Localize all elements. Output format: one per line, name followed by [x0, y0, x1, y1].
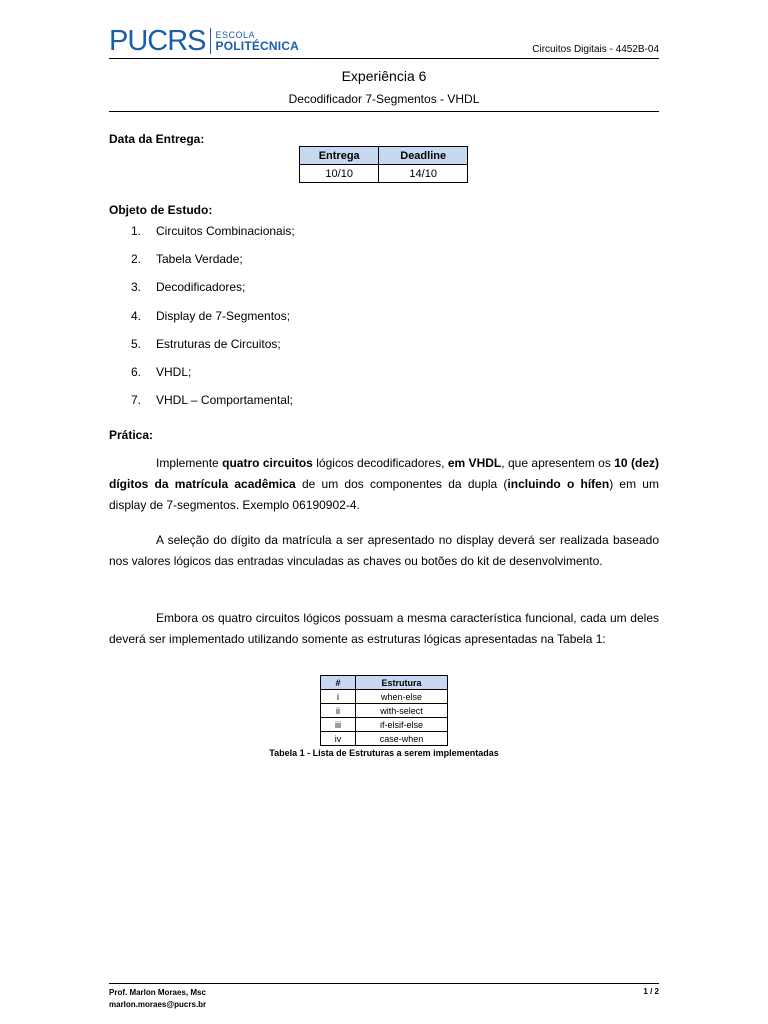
- delivery-value-deadline: 14/10: [379, 165, 468, 183]
- table-cell: if-elsif-else: [356, 718, 448, 732]
- paragraph-1: [109, 453, 659, 516]
- table-cell: with-select: [356, 704, 448, 718]
- pratica-label: Prática:: [109, 428, 154, 442]
- paragraph-2: [109, 530, 659, 572]
- list-item: [131, 393, 295, 421]
- p1-text-c: lógicos decodificadores,: [312, 456, 448, 470]
- p1-bold-f: 10 (dez) dígitos da matrícula acadêmica: [109, 456, 659, 491]
- p1-text-e: , que apresentem os: [501, 456, 615, 470]
- delivery-table: [299, 146, 468, 183]
- list-number: 7.: [131, 393, 142, 408]
- list-text: Display de 7-Segmentos;: [156, 308, 291, 323]
- list-number: 2.: [131, 252, 142, 267]
- table-cell: i: [321, 690, 356, 704]
- logo-school-line1: ESCOLA: [215, 30, 256, 40]
- delivery-label: Data da Entrega:: [109, 132, 205, 146]
- footer-email: marlon.moraes@pucrs.br: [109, 1000, 207, 1009]
- list-number: 3.: [131, 280, 142, 295]
- footer-author: Prof. Marlon Moraes, Msc: [109, 988, 206, 997]
- table-caption: Tabela 1 - Lista de Estruturas a serem implementadas: [269, 748, 499, 758]
- p1-text-g: de um dos componentes da dupla (: [295, 477, 508, 491]
- pucrs-logo: [109, 26, 299, 56]
- list-number: 4.: [131, 308, 142, 323]
- list-number: 1.: [131, 224, 142, 238]
- table-cell: iii: [321, 718, 356, 732]
- document-subtitle: [109, 92, 659, 112]
- page-header: [109, 26, 659, 59]
- table-cell: iv: [321, 732, 356, 746]
- delivery-header-entrega: Entrega: [300, 147, 379, 165]
- structures-header-row: [321, 676, 448, 690]
- paragraph-3: [109, 608, 659, 650]
- structures-table: [320, 675, 448, 746]
- list-text: VHDL – Comportamental;: [156, 393, 293, 408]
- list-text: Tabela Verdade;: [156, 252, 243, 267]
- structures-header-num: #: [321, 676, 356, 690]
- list-number: 6.: [131, 364, 142, 379]
- list-item: [131, 365, 295, 393]
- p2-text: A seleção do dígito da matrícula a ser apresentado no display deverá ser realizada baseado nos valores lógicos das entradas vinculadas as chaves ou botões do kit de desenvolvimento.: [109, 533, 659, 568]
- logo-text: PUCRS: [109, 25, 206, 57]
- list-item: [131, 252, 295, 280]
- table-cell: ii: [321, 704, 356, 718]
- p1-text-i: ) em um display de 7-segmentos. Exemplo 06190902-4.: [109, 477, 659, 512]
- table-row: [321, 690, 448, 704]
- course-name: Circuitos Digitais - 4452B-04: [532, 44, 659, 55]
- p1-text-a: Implemente: [156, 456, 223, 470]
- page-footer: [109, 983, 659, 1011]
- p1-bold-h: incluindo o hífen: [507, 477, 610, 491]
- table-cell: when-else: [356, 690, 448, 704]
- logo-school-line2: POLITÉCNICA: [215, 39, 300, 53]
- delivery-header-deadline: Deadline: [379, 147, 468, 165]
- list-text: Circuitos Combinacionais;: [156, 224, 295, 238]
- list-item: [131, 224, 295, 252]
- table-row: [321, 704, 448, 718]
- p1-bold-b: quatro circuitos: [222, 456, 313, 470]
- logo-school: [216, 30, 300, 52]
- delivery-header-row: [300, 147, 468, 165]
- list-item: [131, 280, 295, 308]
- study-label: Objeto de Estudo:: [109, 203, 213, 217]
- list-text: VHDL;: [156, 364, 192, 379]
- list-item: [131, 337, 295, 365]
- structures-header-name: Estrutura: [356, 676, 448, 690]
- p1-bold-d: em VHDL: [447, 456, 502, 470]
- list-text: Estruturas de Circuitos;: [156, 336, 281, 351]
- list-text: Decodificadores;: [156, 280, 246, 295]
- table-cell: case-when: [356, 732, 448, 746]
- subtitle-text: Decodificador 7-Segmentos - VHDL: [288, 92, 480, 106]
- table-row: [321, 732, 448, 746]
- table-row: [321, 718, 448, 732]
- p3-text: Embora os quatro circuitos lógicos possuam a mesma característica funcional, cada um deles deverá ser implementado utilizando somente as estruturas lógicas apresentadas na Tabela 1:: [109, 611, 659, 646]
- list-item: [131, 309, 295, 337]
- study-list: [131, 224, 295, 421]
- delivery-value-row: [300, 165, 468, 183]
- document-title: Experiência 6: [341, 68, 427, 84]
- list-number: 5.: [131, 336, 142, 351]
- page-number: 1 / 2: [643, 987, 659, 996]
- delivery-value-entrega: 10/10: [300, 165, 379, 183]
- logo-divider: [210, 28, 211, 54]
